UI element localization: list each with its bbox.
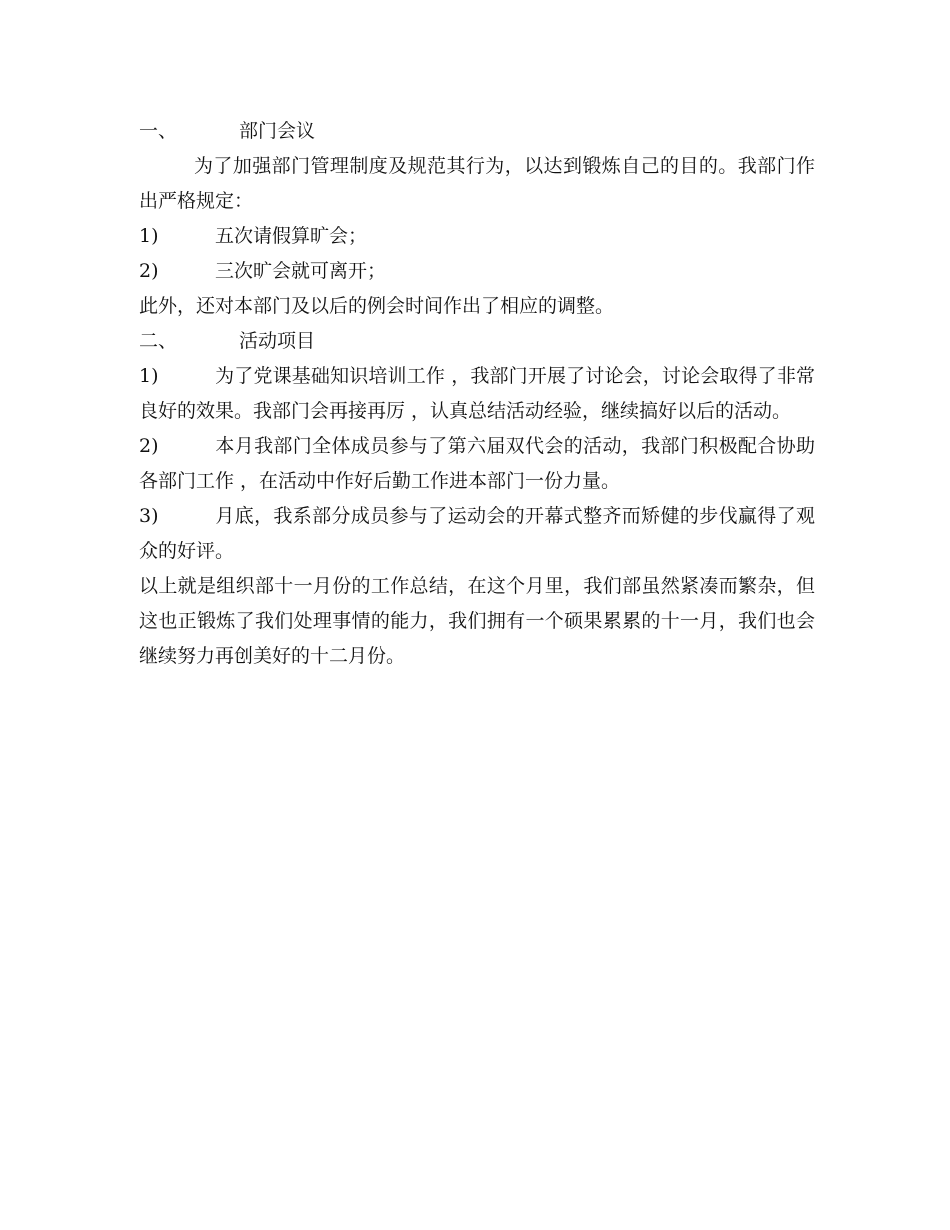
rule-item-1	[139, 219, 815, 254]
activity-1-text: 为了党课基础知识培训工作 ，我部门开展了讨论会，讨论会取得了非常良好的效果。我部门会再接再厉 ，认真总结活动经验，继续搞好以后的活动。	[139, 365, 815, 422]
section-2-title: 活动项目	[239, 330, 316, 352]
activity-item-2	[139, 429, 815, 499]
section-1-heading	[139, 114, 815, 149]
document-body	[139, 114, 815, 674]
activity-item-1	[139, 359, 815, 429]
rule-2-number: 2)	[139, 260, 159, 282]
conclusion-paragraph: 以上就是组织部十一月份的工作总结，在这个月里，我们部虽然紧凑而繁杂，但这也正锻炼了我们处理事情的能力，我们拥有一个硕果累累的十一月，我们也会继续努力再创美好的十二月份。	[139, 575, 815, 667]
activity-1-number: 1)	[139, 365, 159, 387]
section-2-number: 二、	[139, 330, 178, 352]
section-1-intro: 为了加强部门管理制度及规范其行为，以达到锻炼自己的目的。我部门作出严格规定：	[139, 155, 815, 212]
activity-3-number: 3)	[139, 505, 159, 527]
section-1-note: 此外，还对本部门及以后的例会时间作出了相应的调整。	[139, 295, 615, 317]
section-1-number: 一、	[139, 120, 178, 142]
activity-item-3	[139, 499, 815, 569]
rule-1-text: 五次请假算旷会；	[215, 225, 368, 247]
rule-1-number: 1)	[139, 225, 159, 247]
activity-2-number: 2)	[139, 435, 159, 457]
section-2-heading	[139, 324, 815, 359]
section-1-title: 部门会议	[239, 120, 316, 142]
activity-3-text: 月底，我系部分成员参与了运动会的开幕式整齐而矫健的步伐赢得了观众的好评。	[139, 505, 815, 562]
rule-2-text: 三次旷会就可离开；	[215, 260, 387, 282]
rule-item-2	[139, 254, 815, 289]
activity-2-text: 本月我部门全体成员参与了第六届双代会的活动，我部门积极配合协助各部门工作 ，在活动中作好后勤工作进本部门一份力量。	[139, 435, 815, 492]
